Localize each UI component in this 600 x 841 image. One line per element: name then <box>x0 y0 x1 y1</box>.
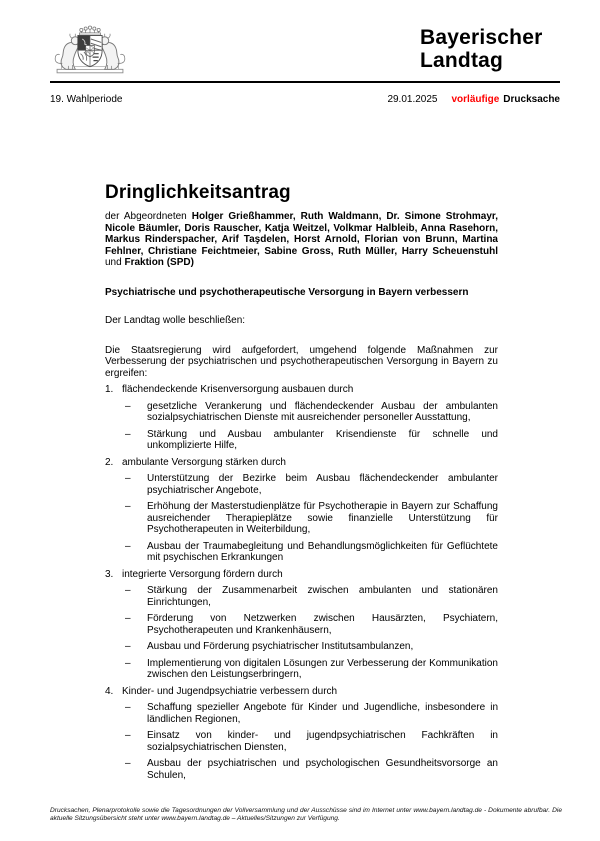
resolution-list <box>105 384 498 781</box>
list-item <box>105 457 498 469</box>
document-title: Dringlichkeitsantrag <box>105 182 291 203</box>
resolution-intro: Der Landtag wolle beschließen: <box>105 315 246 326</box>
footer-note: Drucksachen, Plenarprotokolle sowie die Tagesordnungen der Vollversammlung und der Ausschüsse sind im Internet unter www.bayern.landtag.de - Dokumente abrufbar. Die aktuelle Sitzungsübersicht steht unter www.bayern.landtag.de – Aktuelles/Sitzungen zur Verfügung. <box>50 807 562 822</box>
list-subitem <box>125 641 498 653</box>
institution-name-line1: Bayerischer <box>420 26 543 49</box>
dash-bullet: – <box>125 585 131 596</box>
document-status: vorläufige <box>451 94 500 105</box>
applicants-names: Holger Grießhammer, Ruth Waldmann, Dr. Simone Strohmayr, Nicole Bäumler, Doris Rauscher, Katja Weitzel, Volkmar Halbleib, Anna Rasehorn, Markus Rinderspacher, Arif Taşdelen, Horst Arnold, Florian von Brunn, Martina Fehlner, Christiane Feichtmeier, Sabine Gross, Ruth Müller, Harry Scheuenstuhl <box>105 211 499 257</box>
dash-bullet: – <box>125 730 131 741</box>
list-subitem <box>125 429 498 452</box>
dash-bullet: – <box>125 501 131 512</box>
list-subitem-text: Ausbau der Traumabegleitung und Behandlungsmöglichkeiten für Geflüchtete mit psychischen Erkrankungen <box>147 540 498 563</box>
list-item-label: integrierte Versorgung fördern durch <box>122 568 283 580</box>
applicants-faction: Fraktion (SPD) <box>124 257 194 268</box>
dash-bullet: – <box>125 657 131 669</box>
dash-bullet: – <box>125 473 131 484</box>
list-subitem-text: Ausbau und Förderung psychiatrischer Institutsambulanzen, <box>147 641 414 652</box>
list-item-label: Kinder- und Jugendpsychiatrie verbessern durch <box>122 685 338 697</box>
institution-name-line2: Landtag <box>420 49 504 72</box>
list-item-label: flächendeckende Krisenversorgung ausbauen durch <box>122 384 354 395</box>
applicants-paragraph <box>105 211 498 269</box>
applicants-suffix: und <box>105 257 122 268</box>
list-subitem <box>125 541 498 564</box>
subject-line: Psychiatrische und psychotherapeutische Versorgung in Bayern verbessern <box>105 286 469 298</box>
list-item <box>105 686 498 698</box>
dash-bullet: – <box>125 428 131 440</box>
list-subitem-text: Förderung von Netzwerken zwischen Hausärzten, Psychiatern, Psychotherapeuten und Krankenhäusern, <box>147 613 498 636</box>
document-meta-row <box>50 94 560 106</box>
list-item-number: 1. <box>105 384 114 395</box>
dash-bullet: – <box>125 400 131 412</box>
list-subitem <box>125 658 498 681</box>
applicants-prefix: der Abgeordneten <box>105 211 187 222</box>
list-subitem-text: Schaffung spezieller Angebote für Kinder und Jugendliche, insbesondere in ländlichen Regionen, <box>147 702 498 725</box>
list-subitem-text: Ausbau der psychiatrischen und psychologischen Gesundheitsvorsorge an Schulen, <box>147 758 498 781</box>
dash-bullet: – <box>125 702 131 713</box>
list-item-number: 2. <box>105 456 114 468</box>
list-item <box>105 569 498 581</box>
list-subitem-text: Erhöhung der Masterstudienplätze für Psychotherapie in Bayern zur Schaffung ausreichender Therapieplätze sowie finanzielle Unterstützung für Psychotherapeuten in Weiterbildung, <box>147 501 498 535</box>
document-body <box>105 182 498 781</box>
legislative-period: 19. Wahlperiode <box>50 94 123 105</box>
document-meta-right <box>387 94 560 106</box>
bavarian-coat-of-arms-icon <box>51 21 129 76</box>
list-subitem-text: Stärkung der Zusammenarbeit zwischen ambulanten und stationären Einrichtungen, <box>147 585 498 608</box>
list-item-number: 3. <box>105 568 114 580</box>
list-subitem <box>125 758 498 781</box>
list-subitem <box>125 473 498 496</box>
list-subitem <box>125 501 498 536</box>
list-subitem-text: Unterstützung der Bezirke beim Ausbau flächendeckender ambulanter psychiatrischer Angebote, <box>147 473 498 496</box>
dash-bullet: – <box>125 641 131 652</box>
list-item-number: 4. <box>105 685 114 697</box>
dash-bullet: – <box>125 540 131 552</box>
dash-bullet: – <box>125 758 131 769</box>
list-item-label: ambulante Versorgung stärken durch <box>122 456 286 468</box>
list-subitem <box>125 613 498 636</box>
list-subitem-text: Implementierung von digitalen Lösungen zur Verbesserung der Kommunikation zwischen den Leistungserbringern, <box>147 657 498 680</box>
institution-name <box>420 26 562 72</box>
list-subitem <box>125 401 498 424</box>
list-subitem-text: Einsatz von kinder- und jugendpsychiatrischen Fachkräften in sozialpsychiatrischen Diensten, <box>147 730 498 753</box>
list-subitem <box>125 702 498 725</box>
document-date: 29.01.2025 <box>387 94 438 105</box>
list-subitem-text: gesetzliche Verankerung und flächendeckender Ausbau der ambulanten sozialpsychiatrischen Dienste mit ausreichender personeller Ausstattung, <box>147 400 498 423</box>
list-item <box>105 384 498 396</box>
list-subitem <box>125 585 498 608</box>
demand-intro: Die Staatsregierung wird aufgefordert, umgehend folgende Maßnahmen zur Verbesserung der psychiatrischen und psychotherapeutischen Versorgung in Bayern zu ergreifen: <box>105 344 498 379</box>
dash-bullet: – <box>125 613 131 624</box>
document-type: Drucksache <box>503 94 560 105</box>
list-subitem <box>125 730 498 753</box>
header-divider <box>50 81 560 83</box>
list-subitem-text: Stärkung und Ausbau ambulanter Krisendienste für schnelle und unkomplizierte Hilfe, <box>147 428 498 451</box>
